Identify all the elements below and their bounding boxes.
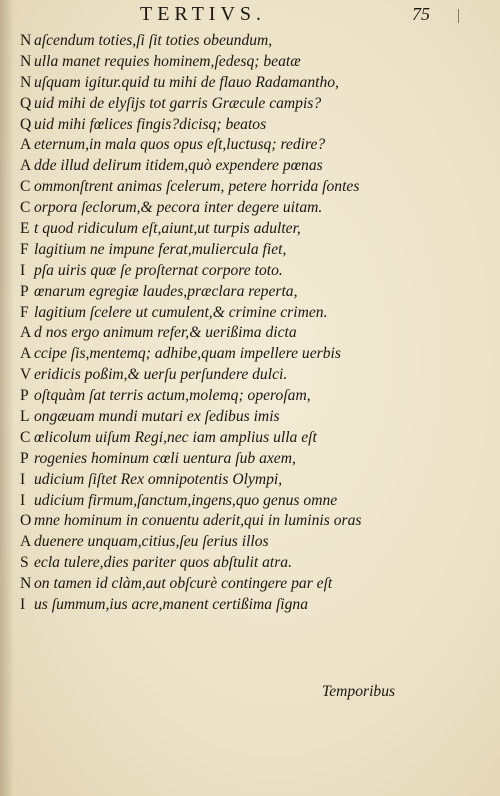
verse-line <box>20 115 460 136</box>
verse-line <box>20 365 460 386</box>
verse-initial: I <box>20 596 26 614</box>
verse-line-text: lagitium ne impune ferat,muliercula fiet, <box>34 240 287 258</box>
verse-line <box>20 344 460 365</box>
verse-initial: P <box>20 449 29 467</box>
verse-line <box>20 303 460 324</box>
verse-line <box>20 428 460 449</box>
verse-initial: A <box>20 157 32 175</box>
verse-line <box>20 156 460 177</box>
verse-line <box>20 52 460 73</box>
verse-initial: I <box>20 491 26 509</box>
verse-initial: N <box>20 73 32 91</box>
verse-line-text: eternum,in mala quos opus eſt,luctusq; redire? <box>34 136 326 154</box>
gutter-shadow <box>0 0 14 796</box>
verse-line <box>20 323 460 344</box>
verse-initial: C <box>20 428 31 446</box>
verse-line-text: us ſummum,ius acre,manent certißima ſigna <box>34 596 309 614</box>
verse-line <box>20 261 460 282</box>
verse-line-text: œlicolum uiſum Regi,nec iam amplius ulla eſt <box>34 428 317 446</box>
verse-text <box>20 31 460 616</box>
running-head: TERTIVS. <box>140 3 267 25</box>
verse-line <box>20 511 460 532</box>
verse-line-text: rogenies hominum cœli uentura ſub axem, <box>34 449 296 467</box>
verse-line-text: d nos ergo animum refer,& uerißima dicta <box>34 324 297 342</box>
verse-initial: E <box>20 220 30 238</box>
verse-initial: A <box>20 324 32 342</box>
verse-initial: Q <box>20 94 32 112</box>
verse-line <box>20 491 460 512</box>
verse-initial: A <box>20 345 32 363</box>
verse-line-text: eridicis poßim,& uerſu perſundere dulci. <box>34 366 288 384</box>
verse-initial: A <box>20 136 32 154</box>
verse-line <box>20 574 460 595</box>
verse-line-text: on tamen id clàm,aut obſcurè contingere par eſt <box>34 575 333 593</box>
verse-initial: I <box>20 470 26 488</box>
verse-line-text: ecla tulere,dies pariter quos abſtulit atra. <box>34 554 292 572</box>
verse-line-text: œnarum egregiæ laudes,præclara reperta, <box>34 282 298 300</box>
verse-line <box>20 553 460 574</box>
verse-line <box>20 532 460 553</box>
verse-line-text: udicium ſiſtet Rex omnipotentis Olympi, <box>34 470 283 488</box>
verse-line <box>20 595 460 616</box>
verse-initial: C <box>20 178 31 196</box>
verse-line <box>20 94 460 115</box>
verse-initial: N <box>20 575 32 593</box>
verse-line <box>20 470 460 491</box>
verse-line-text: lagitium ſcelere ut cumulent,& crimine crimen. <box>34 303 328 321</box>
verse-line <box>20 73 460 94</box>
verse-initial: O <box>20 512 32 530</box>
verse-line <box>20 282 460 303</box>
verse-initial: L <box>20 408 30 426</box>
verse-initial: P <box>20 282 29 300</box>
verse-line-text: duenere unquam,citius,ſeu ſerius illos <box>34 533 269 551</box>
verse-line-text: ccipe ſis,mentemq; adhibe,quam impellere uerbis <box>34 345 341 363</box>
verse-initial: F <box>20 240 29 258</box>
verse-initial: V <box>20 366 32 384</box>
verse-line-text: uſquam igitur.quid tu mihi de flauo Radamantho, <box>34 73 339 91</box>
verse-initial: F <box>20 303 29 321</box>
verse-line-text: ommonſtrent animas ſcelerum, petere horrida ſontes <box>34 178 360 196</box>
verse-initial: A <box>20 533 32 551</box>
verse-line <box>20 407 460 428</box>
verse-line-text: oſtquàm ſat terris actum,molemq; operoſam, <box>34 387 311 405</box>
verse-line-text: pſa uiris quæ ſe proſternat corpore toto. <box>34 261 283 279</box>
verse-line-text: ulla manet requies hominem,ſedesq; beatæ <box>34 52 301 70</box>
verse-line <box>20 198 460 219</box>
verse-line <box>20 31 460 52</box>
verse-line-text: mne hominum in conuentu aderit,qui in luminis oras <box>34 512 362 530</box>
verse-initial: S <box>20 554 29 572</box>
verse-initial: N <box>20 52 32 70</box>
verse-line <box>20 240 460 261</box>
verse-line <box>20 449 460 470</box>
verse-initial: Q <box>20 115 32 133</box>
verse-line <box>20 177 460 198</box>
verse-line <box>20 386 460 407</box>
verse-initial: C <box>20 199 31 217</box>
verse-line-text: aſcendum toties,ſi ſit toties obeundum, <box>34 32 273 49</box>
page-edge-mark <box>458 9 459 23</box>
verse-line-text: t quod ridiculum eſt,aiunt,ut turpis adulter, <box>34 220 301 238</box>
page-header <box>0 3 500 27</box>
verse-line-text: dde illud delirum itidem,quò expendere pœnas <box>34 157 323 175</box>
verse-line <box>20 135 460 156</box>
verse-line-text: udicium firmum,ſanctum,ingens,quo genus omne <box>34 491 338 509</box>
catchword: Temporibus <box>322 683 396 700</box>
verse-line-text: ongæuam mundi mutari ex ſedibus imis <box>34 408 280 426</box>
verse-line-text: orpora ſeclorum,& pecora inter degere uitam. <box>34 199 323 217</box>
verse-initial: N <box>20 32 32 49</box>
verse-initial: P <box>20 387 29 405</box>
verse-initial: I <box>20 261 26 279</box>
verse-line-text: uid mihi de elyſijs tot garris Græcule campis? <box>34 94 322 112</box>
verse-line <box>20 219 460 240</box>
verse-line-text: uid mihi fœlices fingis?dicisq; beatos <box>34 115 267 133</box>
page-number: 75 <box>412 4 430 24</box>
